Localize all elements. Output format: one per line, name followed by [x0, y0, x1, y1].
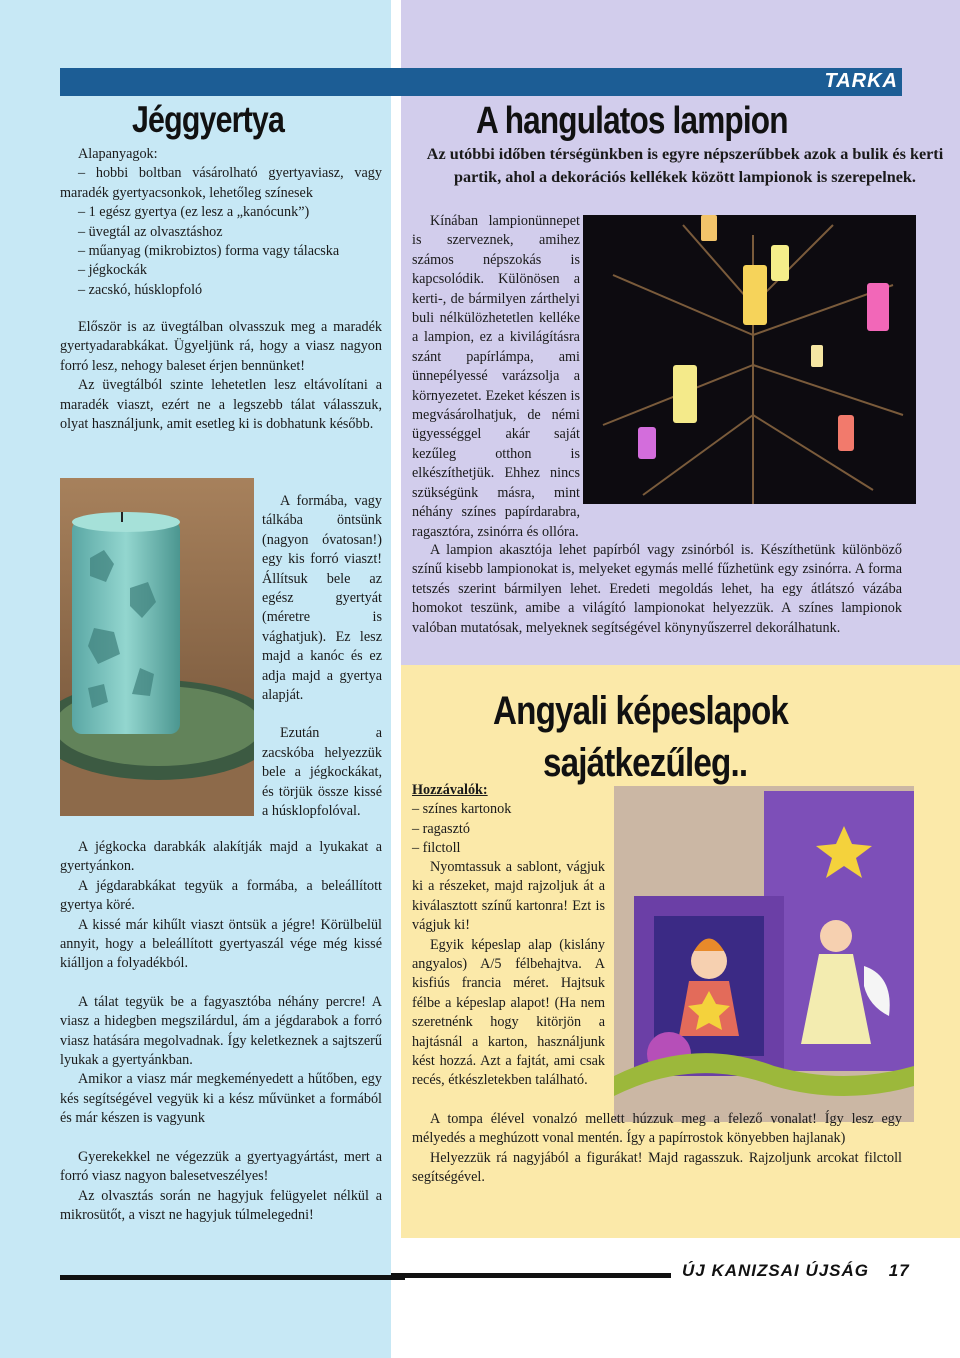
publication-name: ÚJ KANIZSAI ÚJSÁG [682, 1261, 870, 1280]
angel-ingredient-item: – filctoll [412, 840, 461, 857]
candle-ingredients-heading: Alapanyagok: [78, 146, 158, 162]
lampion-photo [583, 215, 916, 504]
paragraph: Az üvegtálból szinte lehetetlen lesz eltávolítani a maradék viaszt, ezért ne a legszebb tálat válasszuk, olyat használjunk, amit esetleg ki is dobhatunk később. [60, 377, 382, 433]
paragraph: A jégdarabkákat tegyük a formába, a beleállított gyertya köré. [60, 877, 382, 914]
paragraph: A tálat tegyük be a fagyasztóba néhány percre! A viasz a hidegben megszilárdul, ám a jégdarabok a forró viasz hatására megolvadnak. Így keletkeznek a sajtszerű lyukak a gyertyánkban. [60, 993, 382, 1069]
paragraph: Ezután a zacskóba helyezzük bele a jégkockákat, és törjük össze kissé a húsklopfolóval. [262, 725, 382, 820]
candle-text-block-1 [60, 318, 382, 434]
candle-ingredient-item: – üvegtál az olvasztáshoz [78, 223, 223, 240]
candle-article-title: Jéggyertya [132, 99, 285, 140]
angel-text-lower [412, 1110, 902, 1188]
angel-article-title-line2: sajátkezűleg.. [543, 741, 748, 785]
candle-ingredient-item: – jégkockák [78, 262, 147, 279]
candle-ingredient-item: – zacskó, húsklopfoló [78, 281, 203, 298]
candle-ingredients [60, 145, 382, 300]
angel-ingredients-heading: Hozzávalók: [412, 782, 488, 798]
angel-ingredient-item: – ragasztó [412, 820, 470, 837]
paragraph: A lampion akasztója lehet papírból vagy zsinórból is. Készíthetünk különböző színű kisebb lampionokat is, melyeket egymás mellé fűzhetünk egy zsinórra. A forma tetszés szerint bármilyen lehet. Eredeti megoldás lehet, ha egy átlátszó vázába homokot teszünk, amibe a világító lampionokat helyezzük. A színes lampionok valóban mutatósak, melyeknek segítségével könynyűszerrel dekorálhatunk. [412, 542, 902, 636]
lampion-body-continued [412, 541, 902, 638]
paragraph: Amikor a viasz már megkeményedett a hűtőben, egy kés segítségével vegyük ki a kész művünket a formából és már készen is vagyunk [60, 1071, 382, 1127]
paragraph: Először is az üvegtálban olvasszuk meg a maradék gyertyadarabkákat. Ügyeljünk rá, hogy a viasz nagyon forró lesz, nehogy baleset érjen bennünket! [60, 319, 382, 374]
candle-ingredient-item: – műanyag (mikrobiztos) forma vagy tálacska [78, 243, 340, 260]
lampion-lede: Az utóbbi időben térségünkben is egyre népszerűbbek azok a bulik és kerti partik, ahol a dekorációs kellékek között lampionok is szerepelnek. [426, 145, 944, 186]
paragraph: Nyomtassuk a sablont, vágjuk ki a részeket, majd rajzoljuk át a kiválasztott színű kartonra! Ezt is vágjuk ki! [412, 859, 605, 934]
candle-text-block-2 [60, 838, 382, 1225]
paragraph: Gyerekekkel ne végezzük a gyertyagyártást, mert a forró viasz nagyon balesetveszélyes! [60, 1148, 382, 1185]
candle-ingredient-item: – hobbi boltban vásárolható gyertyaviasz, vagy maradék gyertyacsonkok, lehetőleg színesek [60, 165, 382, 201]
ice-candle-photo [60, 478, 254, 816]
candle-ingredient-item: – 1 egész gyertya (ez lesz a „kanócunk”) [78, 204, 310, 221]
paragraph: A kissé már kihűlt viaszt öntsük a jégre! Körülbelül annyit, hogy a beleállított gyertyaszál vége még kissé kiálljon a folyadékból. [60, 916, 382, 972]
candle-text-beside-photo [262, 492, 382, 822]
lampion-article-title: A hangulatos lampion [476, 100, 788, 142]
paragraph: A jégkocka darabkák alakítják majd a lyukakat a gyertyánkon. [60, 839, 382, 875]
footer-rule [391, 1273, 671, 1278]
angel-ingredient-item: – színes kartonok [412, 801, 512, 818]
angel-article-title-line1: Angyali képeslapok [493, 689, 789, 733]
section-header-bar [60, 68, 902, 96]
angel-cards-photo [614, 786, 914, 1122]
paragraph: Kínában lampionünnepet is szerveznek, amihez számos népszokás is kapcsolódik. Különösen a kerti-, de bármilyen zárthelyi buli nélkülözhetetlen kelléke a lampion, ez a kivilágításra szánt papírlámpa, ami ünnepélyessé varázsolja a környezetet. Ezeket készen is megvásárolhatjuk, de némi ügyességgel akár saját kezűleg otthon is elkészíthetjük. Ehhez nincs szükségünk másra, mint néhány színes papírdarabra, ragasztóra, zsinórra és ollóra. [412, 213, 580, 540]
footer-label [682, 1261, 910, 1281]
footer-rule [60, 1275, 405, 1280]
angel-text-beside-photo [412, 858, 605, 1091]
section-label: TARKA [824, 70, 898, 92]
paragraph: A formába, vagy tálkába öntsünk (nagyon óvatosan!) egy kis forró viaszt! Állítsuk bele az egész gyertyát (méretre is vághatjuk). Ez lesz majd a kanóc és ez adja majd a gyertya alapját. [262, 493, 382, 704]
paragraph: A tompa élével vonalzó mellett húzzuk meg a felező vonalat! Így lesz egy mélyedés a meghúzott vonal mentén. Így a papírrostok könyebben hajlanak) [412, 1111, 902, 1147]
page-number: 17 [888, 1261, 910, 1280]
paragraph: Az olvasztás során ne hagyjuk felügyelet nélkül a mikrosütőt, a viszt ne hagyjuk túlmelegedni! [60, 1187, 382, 1223]
angel-ingredients [412, 781, 587, 859]
paragraph: Egyik képeslap alap (kislány angyalos) A/5 félbehajtva. A kisfiús francia méret. Hajtsuk félbe a képeslap alapot! (Ha nem szeretnénk hogy kitörjön a hajtásnál a karton, használjunk kést hozzá. Azt a fajtát, ami csak recés, étkészletekben található. [412, 936, 605, 1089]
lampion-body [412, 212, 580, 542]
paragraph: Helyezzük rá nagyjából a figurákat! Majd ragasszuk. Rajzoljunk arcokat filctoll segítségével. [412, 1149, 902, 1186]
